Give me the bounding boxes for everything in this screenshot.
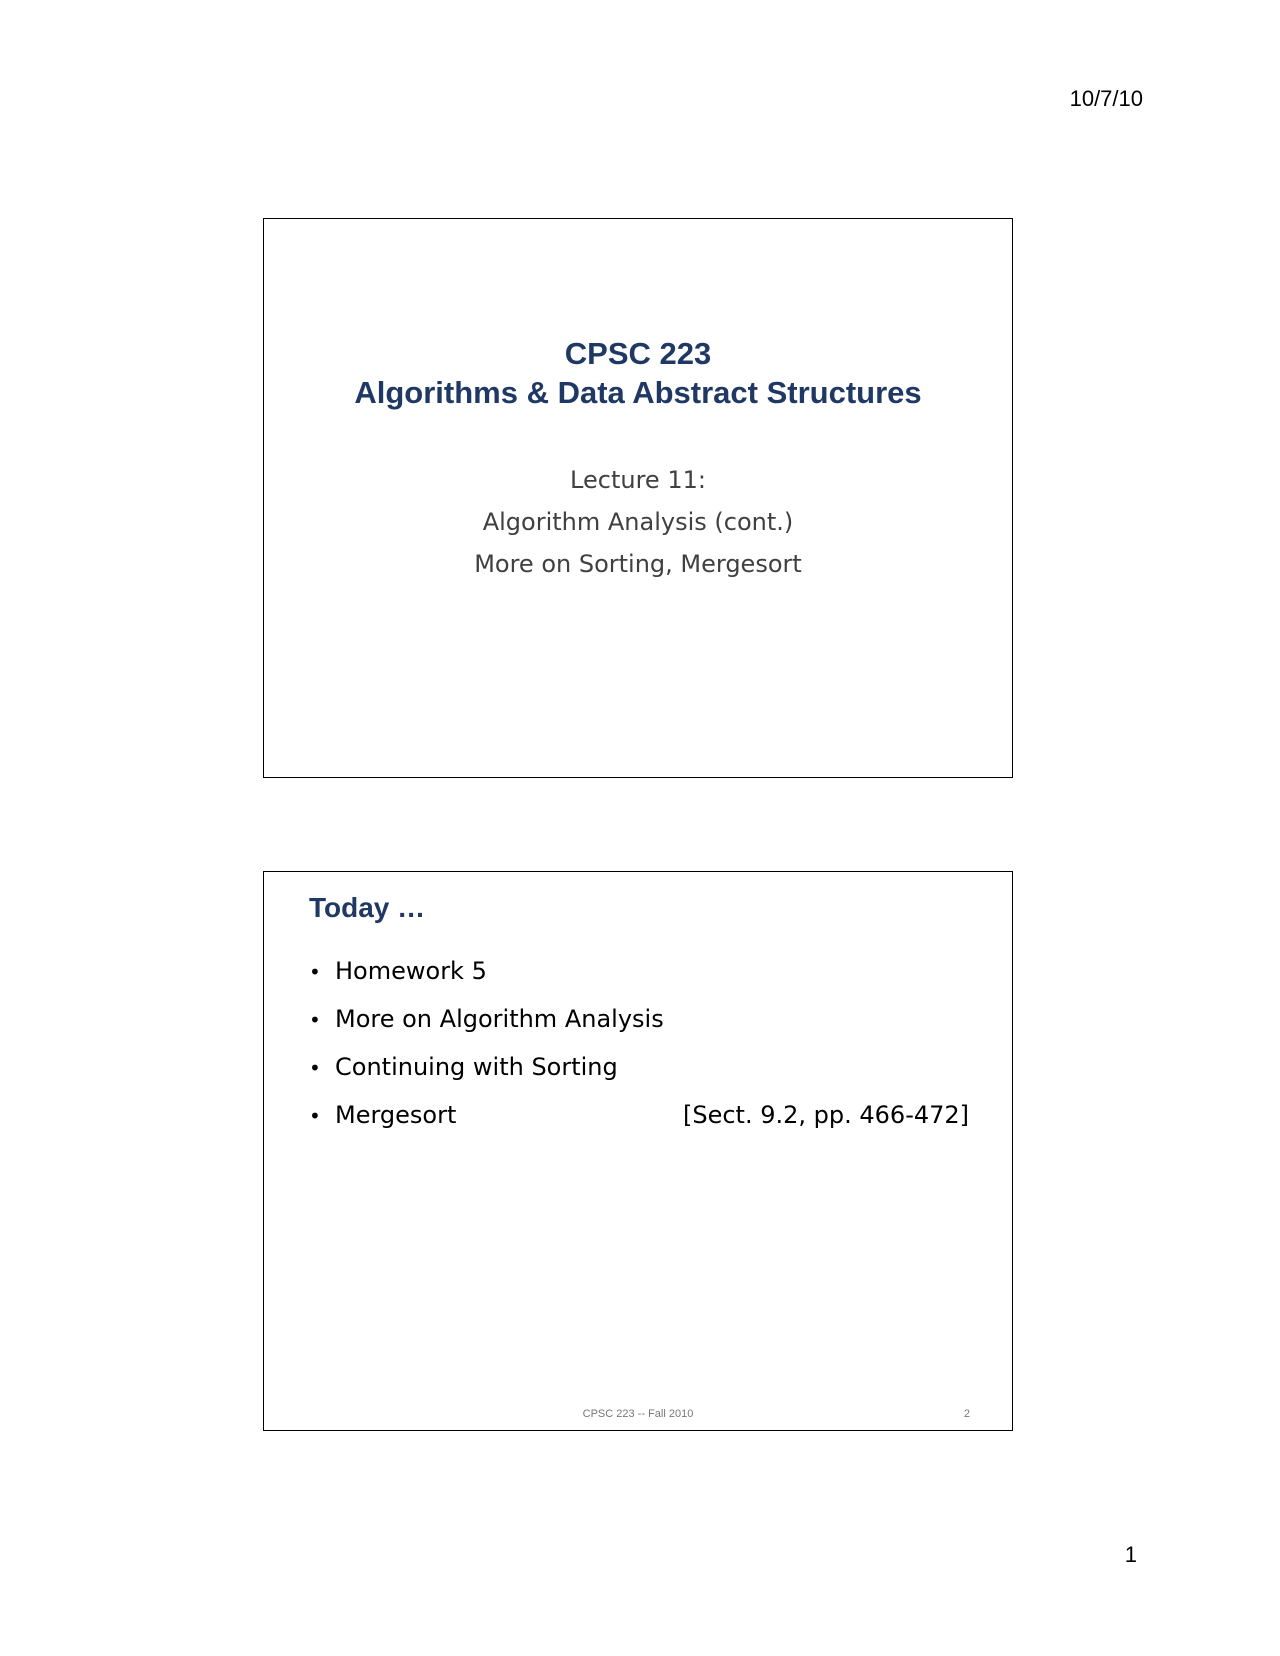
slide-number: 2 (963, 1408, 970, 1420)
bullet-item (309, 1091, 970, 1139)
bullet-icon: • (309, 1104, 321, 1128)
bullet-item (309, 947, 952, 995)
bullet-item (309, 1043, 952, 1091)
lecture-topic-1: Algorithm Analysis (cont.) (482, 508, 794, 536)
page-date: 10/7/10 (1069, 86, 1143, 111)
bullet-text: More on Algorithm Analysis (335, 1005, 664, 1033)
bullet-item (309, 995, 952, 1043)
bullet-reference: [Sect. 9.2, pp. 466-472] (683, 1101, 970, 1129)
bullet-text: Homework 5 (335, 957, 487, 985)
slide-2-heading: Today … (309, 892, 426, 923)
slide-1-title (264, 334, 1012, 412)
page-number: 1 (1124, 1542, 1137, 1567)
bullet-list (309, 947, 970, 1139)
slide-1-subtitle (264, 459, 1012, 585)
bullet-text: Mergesort (335, 1101, 457, 1129)
bullet-icon: • (309, 1056, 321, 1080)
bullet-icon: • (309, 1008, 321, 1032)
course-name: Algorithms & Data Abstract Structures (354, 375, 922, 410)
bullet-icon: • (309, 960, 321, 984)
slide-footer: CPSC 223 -- Fall 2010 (582, 1408, 694, 1420)
bullet-text: Continuing with Sorting (335, 1053, 618, 1081)
lecture-number: Lecture 11: (570, 466, 706, 494)
slide-1 (263, 218, 1013, 778)
course-code: CPSC 223 (564, 336, 712, 371)
slide-2 (263, 871, 1013, 1431)
lecture-topic-2: More on Sorting, Mergesort (474, 550, 802, 578)
